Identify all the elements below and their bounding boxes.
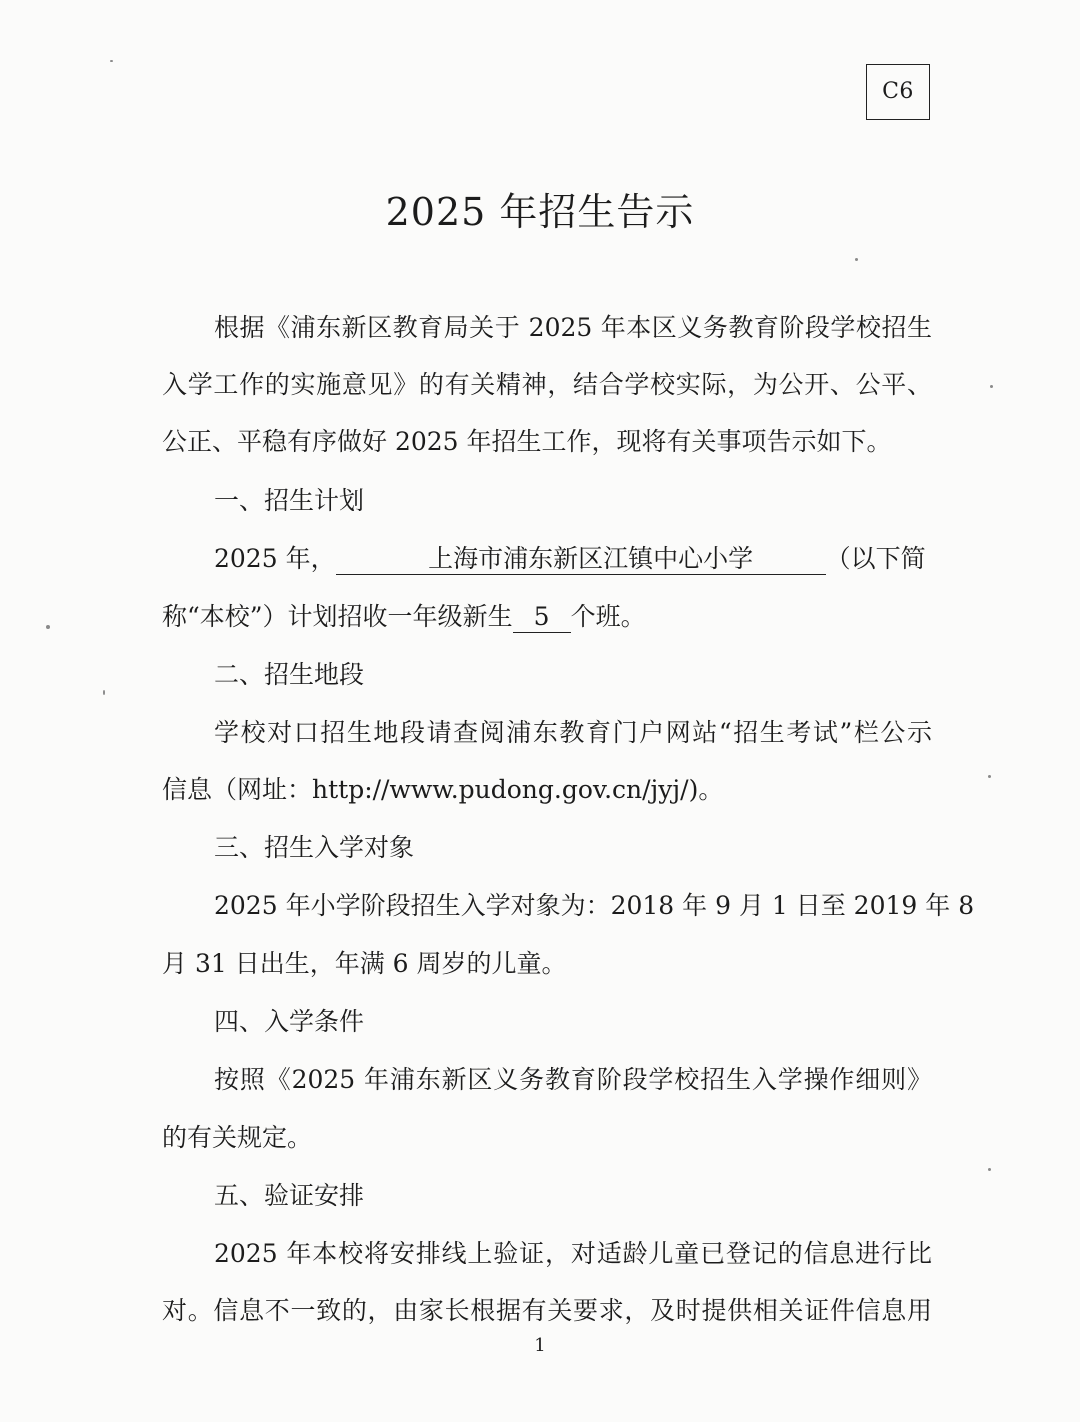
section-heading-enrollment-area: 二、招生地段 <box>214 660 365 689</box>
scan-speck <box>46 625 50 629</box>
scan-speck <box>990 385 993 388</box>
enrollment-target-line-2: 月 31 日出生，年满 6 周岁的儿童。 <box>162 949 567 978</box>
enrollment-target-line-1: 2025 年小学阶段招生入学对象为：2018 年 9 月 1 日至 2019 年 8 <box>214 891 975 920</box>
enrollment-plan-unit: 个班。 <box>570 602 646 631</box>
admission-conditions-line-1: 按照《2025 年浦东新区义务教育阶段学校招生入学操作细则》 <box>214 1065 932 1094</box>
section-heading-admission-conditions: 四、入学条件 <box>214 1007 365 1036</box>
intro-line-1: 根据《浦东新区教育局关于 2025 年本区义务教育阶段学校招生 <box>214 313 932 342</box>
intro-line-3: 公正、平稳有序做好 2025 年招生工作，现将有关事项告示如下。 <box>162 427 892 456</box>
page-number: 1 <box>534 1335 546 1356</box>
section-heading-enrollment-target: 三、招生入学对象 <box>214 833 415 862</box>
document-code-box: C6 <box>866 64 930 120</box>
verification-line-2: 对。信息不一致的，由家长根据有关要求，及时提供相关证件信息用 <box>162 1296 932 1325</box>
section-heading-enrollment-plan: 一、招生计划 <box>214 486 365 515</box>
scan-speck <box>110 60 113 62</box>
enrollment-area-line-1: 学校对口招生地段请查阅浦东教育门户网站“招生考试”栏公示 <box>214 718 932 747</box>
scan-speck <box>855 258 858 261</box>
document-title: 2025 年招生告示 <box>385 190 695 234</box>
class-count-field: 5 <box>513 602 571 633</box>
enrollment-plan-abbrev: （以下简 <box>825 544 926 573</box>
section-heading-verification: 五、验证安排 <box>214 1181 365 1210</box>
enrollment-plan-line-2 <box>162 599 932 635</box>
scan-speck <box>988 1168 991 1171</box>
school-name-field: 上海市浦东新区江镇中心小学 <box>336 544 826 575</box>
scan-speck <box>988 775 991 778</box>
admission-conditions-line-2: 的有关规定。 <box>162 1123 313 1152</box>
enrollment-plan-line-1 <box>214 541 932 577</box>
scan-speck <box>103 690 105 695</box>
verification-line-1: 2025 年本校将安排线上验证，对适龄儿童已登记的信息进行比 <box>214 1239 932 1268</box>
intro-line-2: 入学工作的实施意见》的有关精神，结合学校实际，为公开、公平、 <box>162 370 932 399</box>
enrollment-plan-text: 称“本校”）计划招收一年级新生 <box>162 602 513 631</box>
enrollment-plan-year: 2025 年， <box>214 544 336 573</box>
enrollment-area-line-2: 信息（网址：http://www.pudong.gov.cn/jyj/)。 <box>162 775 724 804</box>
